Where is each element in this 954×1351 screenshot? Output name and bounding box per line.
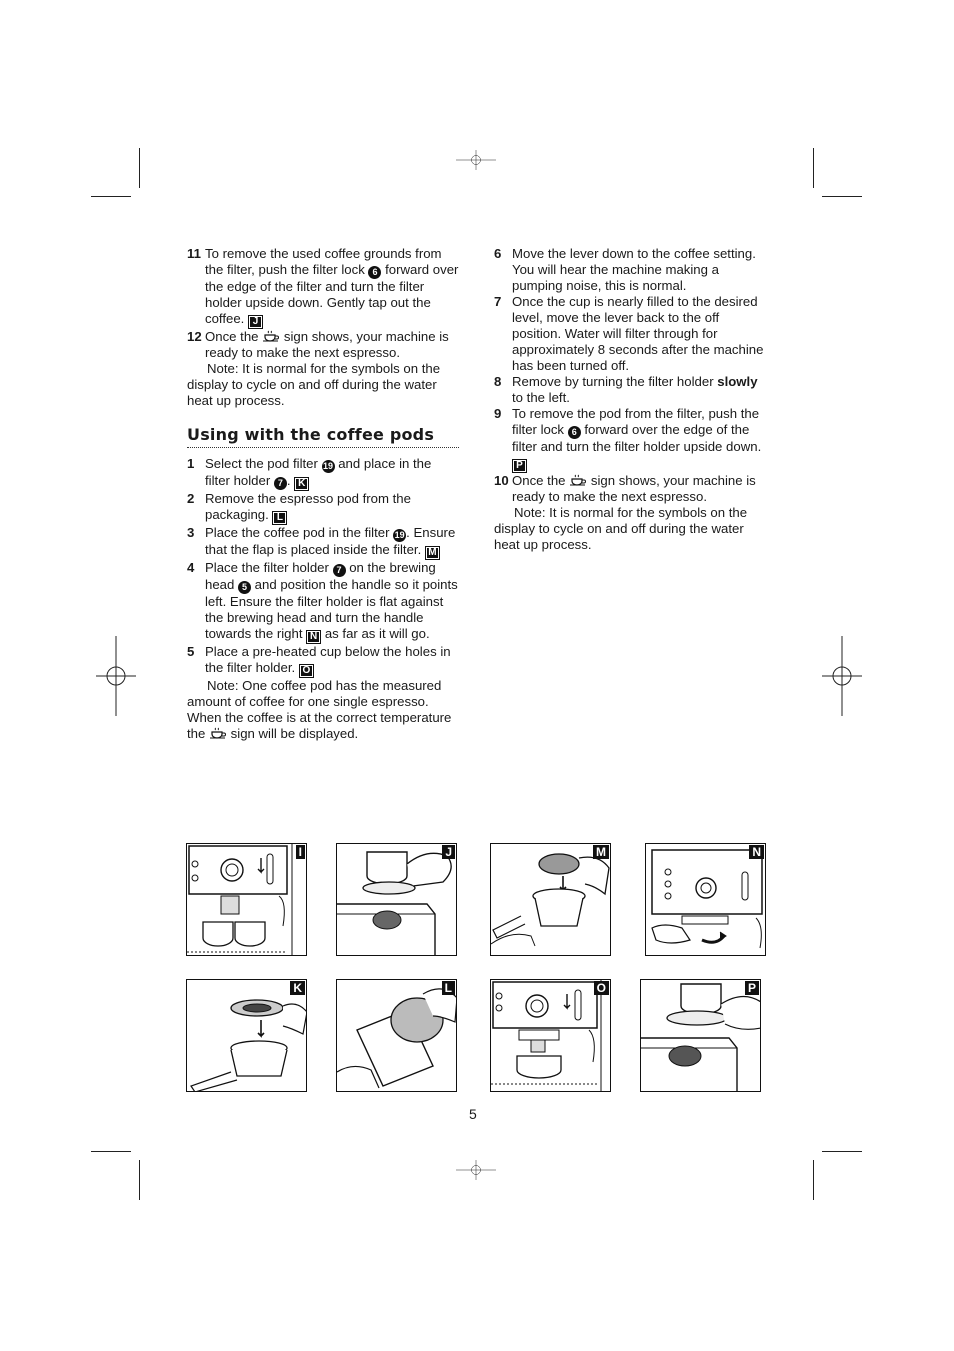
turning-handle-icon (646, 844, 766, 956)
right-column (494, 246, 766, 553)
step-text: as far as it will go. (321, 626, 430, 641)
step-text: and position the handle so it points left. Ensure the filter holder is flat against the brewing head and turn the handle towards the right (205, 577, 458, 641)
pod-step-7 (494, 294, 766, 374)
crop-mark (813, 148, 814, 188)
left-column (187, 246, 459, 742)
figure-label: I (296, 845, 305, 859)
espresso-machine-two-cups-icon (187, 844, 307, 956)
figure-ref-badge: N (306, 630, 321, 644)
step-text: Once the (512, 473, 570, 488)
registration-mark-icon (822, 636, 862, 716)
step-text: To remove the used coffee grounds from the filter, push the filter lock (205, 246, 442, 277)
figure-ref-badge: P (512, 459, 527, 473)
pod-step-3 (187, 525, 459, 560)
figure-k (186, 979, 307, 1092)
note-content: Note: It is normal for the symbols on the display to cycle on and off during the water heat up process. (187, 361, 441, 408)
step-number: 4 (187, 560, 195, 575)
pod-step-1 (187, 456, 459, 491)
step-text: Once the (205, 329, 263, 344)
step-number: 10 (494, 473, 509, 488)
figure-n (645, 843, 766, 956)
figure-ref-badge: O (299, 664, 314, 678)
step-text: . Ensure that the flap is placed inside the filter. (205, 525, 456, 557)
step-12 (187, 329, 459, 361)
registration-mark-icon (96, 636, 136, 716)
step-text: sign shows, your machine is ready to make the next espresso. (512, 473, 756, 504)
step-number: 7 (494, 294, 502, 309)
pod-into-filter-icon (491, 844, 611, 956)
coffee-cup-icon (569, 474, 587, 486)
part-number-badge: 19 (323, 461, 334, 471)
step-number: 12 (187, 329, 202, 344)
step-text: on the brewing head (205, 560, 436, 592)
step-text: To remove the pod from the filter, push the filter lock (512, 406, 760, 437)
section-heading: Using with the coffee pods (187, 427, 459, 448)
step-number: 3 (187, 525, 195, 540)
part-number-badge: 6 (568, 426, 581, 439)
crop-mark (139, 148, 140, 188)
part-number-badge: 6 (368, 266, 381, 279)
part-number-badge: 19 (394, 530, 405, 540)
step-number: 11 (187, 246, 201, 261)
pod-step-5 (187, 644, 459, 678)
pod-step-8 (494, 374, 766, 406)
note-content: Note: It is normal for the symbols on the display to cycle on and off during the water heat up process. (494, 505, 748, 552)
figure-label: M (593, 845, 609, 859)
step-text: to the left. (512, 390, 570, 405)
pod-filter-into-holder-icon (187, 980, 307, 1092)
step-text: sign shows, your machine is ready to make the next espresso. (205, 329, 449, 360)
figure-label: P (745, 981, 759, 995)
step-text: Remove by turning the filter holder (512, 374, 718, 389)
figure-o (490, 979, 611, 1092)
figure-label: N (749, 845, 764, 859)
step-text: Remove the espresso pod from the packaging. (205, 491, 411, 522)
step-text: Place the coffee pod in the filter (205, 525, 394, 540)
figure-ref-badge: J (248, 315, 263, 329)
figure-label: O (594, 981, 609, 995)
step-number: 8 (494, 374, 502, 389)
crop-mark (822, 1151, 862, 1152)
step-text: Once the cup is nearly filled to the desired level, move the lever back to the off position. Water will filter through for approximately 8 seconds after the machine has been turned off. (512, 294, 764, 373)
crop-mark (139, 1160, 140, 1200)
step-number: 2 (187, 491, 195, 506)
removing-used-pod-icon (641, 980, 761, 1092)
removing-pod-packaging-icon (337, 980, 457, 1092)
step-text: Move the lever down to the coffee setting. You will hear the machine making a pumping noise, this is normal. (512, 246, 756, 293)
figure-j (336, 843, 457, 956)
note-text (187, 678, 459, 742)
step-text: Select the pod filter (205, 456, 322, 471)
step-number: 1 (187, 456, 195, 471)
step-text: . (286, 473, 295, 488)
tapping-filter-holder-icon (337, 844, 457, 956)
figure-m (490, 843, 611, 956)
step-text: forward over the edge of the filter and turn the filter holder upside down. (512, 422, 762, 454)
step-number: 9 (494, 406, 502, 421)
crop-mark (822, 196, 862, 197)
figure-p (640, 979, 761, 1092)
figure-ref-badge: K (294, 477, 309, 491)
coffee-cup-icon (209, 727, 227, 739)
note-content: sign will be displayed. (227, 726, 359, 741)
pod-step-4 (187, 560, 459, 644)
part-number-badge: 7 (333, 564, 346, 577)
registration-mark-icon (436, 1160, 516, 1200)
note-text (187, 361, 459, 409)
figure-ref-badge: L (272, 511, 287, 525)
step-text: forward over the edge of the filter and turn the filter holder upside down. Gently tap out the coffee. (205, 262, 459, 326)
figure-l (336, 979, 457, 1092)
step-number: 6 (494, 246, 502, 261)
pod-step-9 (494, 406, 766, 473)
crop-mark (91, 196, 131, 197)
coffee-cup-icon (262, 330, 280, 342)
note-text (494, 505, 766, 553)
pod-step-6 (494, 246, 766, 294)
pod-step-2 (187, 491, 459, 525)
page-number: 5 (469, 1106, 477, 1122)
note-content: Note: One coffee pod has the measured amount of coffee for one single espresso. When the coffee is at the correct temperature the (187, 678, 452, 741)
step-text: Place a pre-heated cup below the holes in the filter holder. (205, 644, 451, 675)
part-number-badge: 5 (238, 581, 251, 594)
part-number-badge: 7 (274, 477, 287, 490)
step-number: 5 (187, 644, 195, 659)
step-11 (187, 246, 459, 329)
pod-step-10 (494, 473, 766, 505)
emphasis-text: slowly (717, 374, 758, 389)
figure-label: J (442, 845, 455, 859)
registration-mark-icon (436, 150, 516, 190)
figure-label: L (442, 981, 455, 995)
step-text: Place the filter holder (205, 560, 333, 575)
figure-ref-badge: M (425, 546, 440, 560)
figure-label: K (290, 981, 305, 995)
step-text: and place in the filter holder (205, 456, 432, 488)
crop-mark (91, 1151, 131, 1152)
espresso-machine-one-cup-icon (491, 980, 611, 1092)
crop-mark (813, 1160, 814, 1200)
figure-i (186, 843, 307, 956)
